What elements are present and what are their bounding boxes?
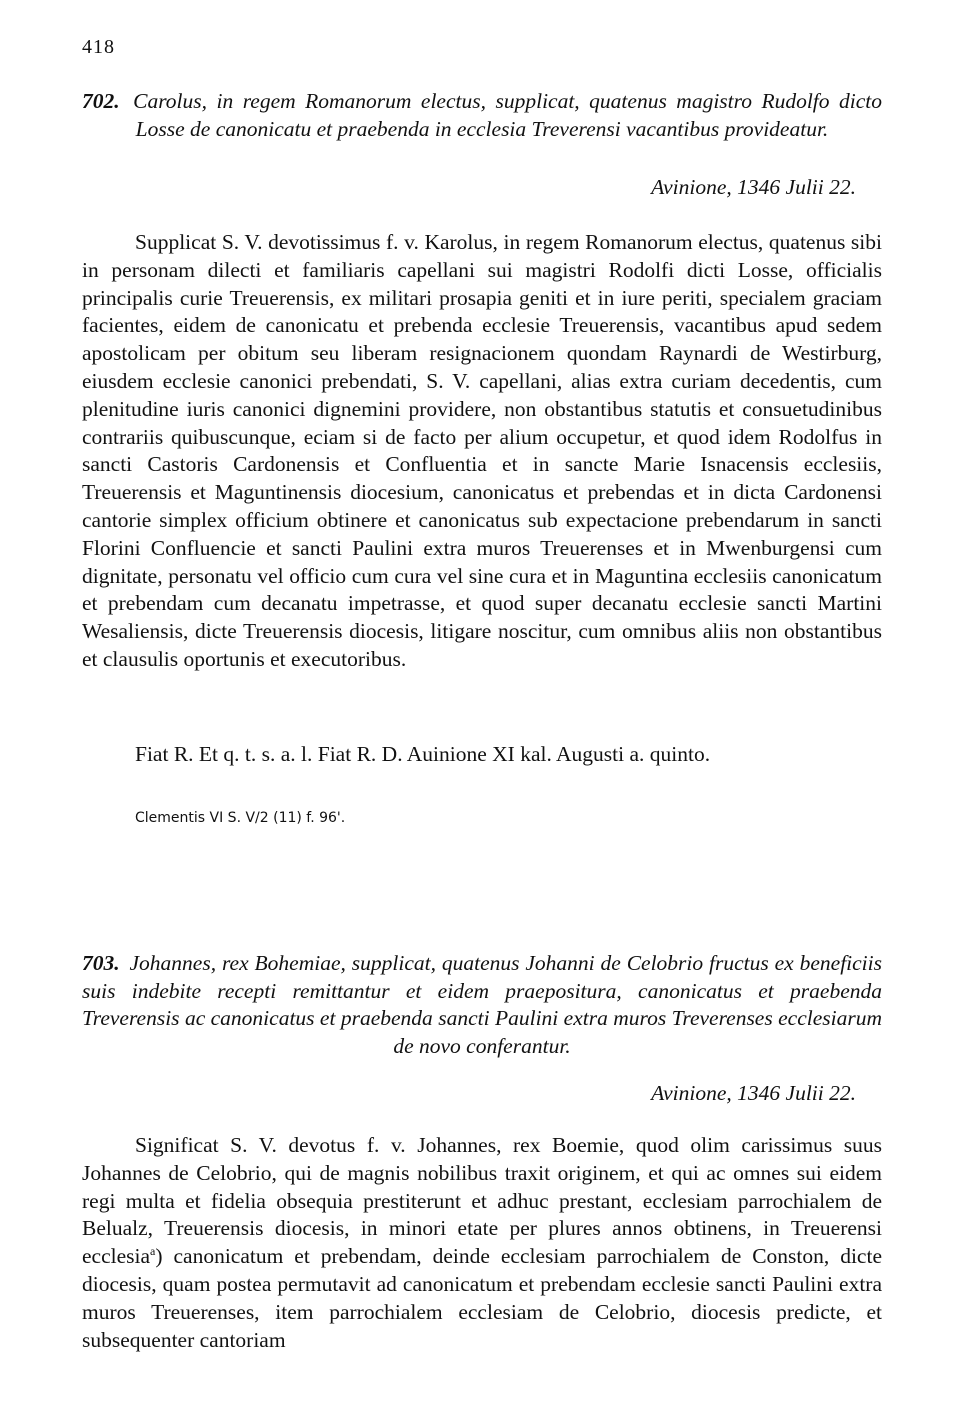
entry-dateline: Avinione, 1346 Julii 22. bbox=[651, 175, 856, 199]
entry-body bbox=[82, 1132, 882, 1354]
entry-number: 702. bbox=[82, 89, 120, 113]
entry-body: Supplicat S. V. devotissimus f. v. Karolus, in regem Romanorum electus, quatenus sibi in personam dilecti et familiaris capellani sui magistri Rodolfi dicti Losse, officialis principalis curie Treuerensis, ex militari prosapia geniti et in iure periti, specialem graciam facientes, eidem de canonicatu et prebenda ecclesie Treuerensis, vacantibus apud sedem apostolicam per obitum seu liberam resignacionem quondam Raynardi de Westirburg, eiusdem ecclesie canonici prebendati, S. V. capellani, alias extra curiam decedentis, cum plenitudine iuris canonici dignemini providere, non obstantibus statutis et consuetudinibus contrariis quibuscunque, eciam si de facto per alium occupetur, et quod idem Rodolfus in sancti Castoris Cardonensis et Confluentia et in sancte Marie Isnacensis ecclesiis, Treuerensis et Maguntinensis diocesium, canonicatus et prebendas et in dicta Cardonensi cantorie simplex officium obtinere et canonicatus sub expectacione prebendarum in sancti Florini Confluencie et sancti Paulini extra muros Treuerenses et in Mwenburgensi cum dignitate, personatu vel officio cum cura vel sine cura et in Maguntina ecclesiis canonicatum et prebendam cum decanatu impetrasse, et quod super decanatu ecclesie sancti Martini Wesaliensis, dicte Treuerensis diocesis, litigare noscitur, cum omnibus aliis non obstantibus et clausulis oportunis et executoribus. bbox=[82, 230, 882, 671]
entry-heading bbox=[82, 950, 882, 1060]
fiat-line: Fiat R. Et q. t. s. a. l. Fiat R. D. Auinione XI kal. Augusti a. quinto. bbox=[135, 742, 711, 766]
entry-dateline: Avinione, 1346 Julii 22. bbox=[651, 1081, 856, 1105]
entry-number: 703. bbox=[82, 951, 120, 975]
entry-body-continuation: ) canonicatum et prebendam, deinde ecclesiam parrochialem de Conston, dicte diocesis, quam postea permutavit ad canonicatum et prebendam ecclesie sancti Paulini extra muros Treuerenses, item parrochialem ecclesiam de Celobrio, diocesis predicte, et subsequenter cantoriam bbox=[82, 1244, 882, 1352]
entry-heading bbox=[82, 88, 882, 143]
entry-summary: Carolus, in regem Romanorum electus, supplicat, quatenus magistro Rudolfo dicto Losse de canonicatu et praebenda in ecclesia Treverensi vacantibus provideatur. bbox=[133, 89, 883, 141]
entry-summary: Johannes, rex Bohemiae, supplicat, quatenus Johanni de Celobrio fructus ex beneficiis suis indebite recepti remittantur et eidem praepositura, canonicatus et praebenda Treverensis ac canonicatus et praebenda sancti Paulini extra muros Treverenses ecclesiarum de novo conferantur. bbox=[82, 951, 882, 1058]
entry-body-text: Significat S. V. devotus f. v. Johannes, rex Boemie, quod olim carissimus suus Johannes de Celobrio, qui de magnis nobilibus traxit originem, et qui ac omnes sui eidem regi multa et fidelia obsequia prestiterunt et adhuc prestant, ecclesiam parrochialem de Belualz, Treuerensis diocesis, in minori etate per plures annos obtinens, in Treuerensi ecclesia bbox=[82, 1133, 882, 1269]
archive-source: Clementis VI S. V/2 (11) f. 96'. bbox=[135, 810, 346, 826]
footnote-marker: a bbox=[150, 1244, 156, 1259]
page-number: 418 bbox=[82, 36, 115, 58]
